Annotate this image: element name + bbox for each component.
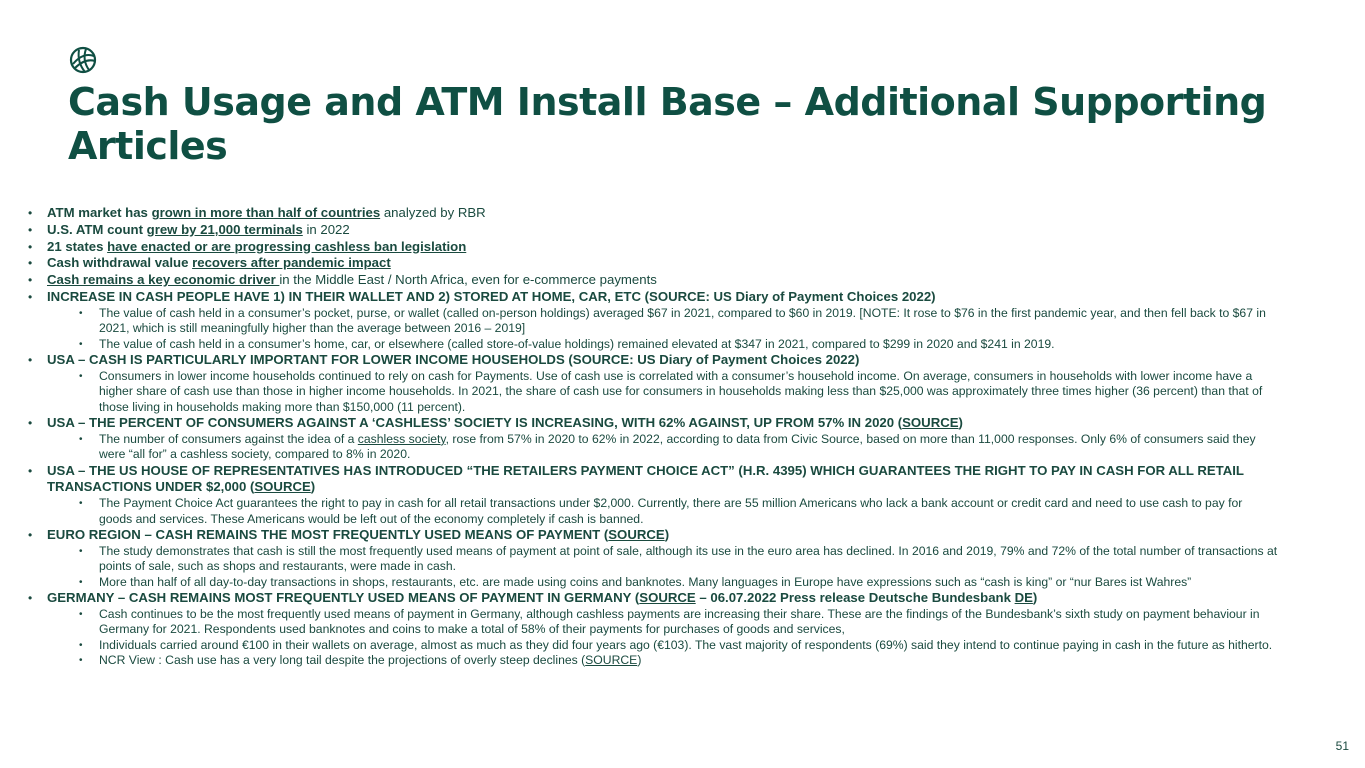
source-link[interactable]: SOURCE [585,653,638,668]
section-heading: USA – THE PERCENT OF CONSUMERS AGAINST A ‘CASHLESS’ SOCIETY IS INCREASING, WITH 62% AGAINST, UP FROM 57% IN 2020 ( [47,415,903,431]
section-heading: EURO REGION – CASH REMAINS THE MOST FREQUENTLY USED MEANS OF PAYMENT ( [47,527,609,543]
list-item [28,222,1278,239]
list-item [28,272,1278,289]
list-item [28,289,1278,352]
sub-item: • The value of cash held in a consumer’s pocket, purse, or wallet (called on-person holdings) averaged $67 in 2021, compared to $60 in 2019. [NOTE: It rose to $76 in the first pandemic year, and then fell back to $67 in 2021, which is still meaningfully higher than the average between 2016 – 2019] [47,306,1278,337]
list-item [28,590,1278,668]
article-link[interactable]: Cash remains a key economic driver [47,272,280,288]
sub-item: • Cash continues to be the most frequently used means of payment in Germany, although cashless payments are increasing their share. These are the findings of the Bundesbank’s sixth study on payment behaviour in Germany for 2021. Respondents used banknotes and coins to make a total of 58% of their payments for purchases of goods and services, [47,607,1278,638]
list-item [28,239,1278,256]
sub-item: • More than half of all day-to-day transactions in shops, restaurants, etc. are made using coins and banknotes. Many languages in Europe have expressions such as “cash is king” or “nur Bares ist Wahres” [47,575,1278,590]
sub-text: ) [637,653,642,668]
section-heading: INCREASE IN CASH PEOPLE HAVE 1) IN THEIR WALLET AND 2) STORED AT HOME, CAR, ETC (SOURCE: US Diary of Payment Choices 2022) [47,288,936,304]
sub-text: NCR View : Cash use has a very long tail despite the projections of overly steep declines ( [99,653,586,668]
sub-item: • The Payment Choice Act guarantees the right to pay in cash for all retail transactions under $2,000. Currently, there are 55 million Americans who lack a bank account or credit card and need to use cash to pay for goods and services. These Americans would be left out of the economy completely if cash is banned. [47,496,1278,527]
page-number: 51 [1335,739,1349,753]
list-item [28,255,1278,272]
section-heading: – 06.07.2022 Press release Deutsche Bundesbank [695,590,1015,606]
article-link[interactable]: grown in more than half of countries [151,205,381,220]
section-heading-close: ) [1032,590,1038,606]
de-link[interactable]: DE [1014,590,1033,606]
globe-icon [69,46,97,74]
section-heading-close: ) [664,527,670,543]
article-link[interactable]: have enacted or are progressing cashless ban legislation [107,238,467,254]
sub-item [47,432,1278,463]
sub-text: , rose from 57% in 2020 to 62% in 2022, according to data from Civic Source, based on more than 11,000 responses. Only 6% of consumers said they were “all for” a cashless society, compared to 8% in 2020. [99,431,1256,462]
source-link[interactable]: SOURCE [254,479,311,495]
bullet-text: in the Middle East / North Africa, even for e-commerce payments [279,272,657,288]
section-heading: GERMANY – CASH REMAINS MOST FREQUENTLY USED MEANS OF PAYMENT IN GERMANY ( [47,590,640,606]
sub-item: • Individuals carried around €100 in their wallets on average, almost as much as they did four years ago (€103). The vast majority of respondents (69%) said they intend to continue paying in cash in the future as hitherto. [47,638,1278,653]
bullet-text: ATM market has [47,205,152,220]
sub-item: • The study demonstrates that cash is still the most frequently used means of payment at point of sale, although its use in the euro area has declined. In 2016 and 2019, 79% and 72% of the total number of transactions at points of sale, such as shops and restaurants, were made in cash. [47,544,1278,575]
sub-item: • Consumers in lower income households continued to rely on cash for Payments. Use of cash use is correlated with a consumer’s household income. On average, consumers in households with lower income have a higher share of cash use than those in higher income households. In 2021, the share of cash use for consumers in households making less than $25,000 was approximately three times higher (36 percent) than that of those living in households making more than $150,000 (11 percent). [47,369,1278,415]
bullet-text: Cash withdrawal value [47,255,193,271]
list-item [28,463,1278,527]
sub-item: • The value of cash held in a consumer’s home, car, or elsewhere (called store-of-value holdings) remained elevated at $347 in 2021, compared to $299 in 2020 and $241 in 2019. [47,337,1278,352]
source-link[interactable]: SOURCE [639,590,696,606]
bullet-text: analyzed by RBR [380,205,486,220]
sub-item [47,653,1278,668]
bullet-text: 21 states [47,238,108,254]
source-link[interactable]: SOURCE [902,415,959,431]
article-link[interactable]: grew by 21,000 terminals [146,221,303,237]
section-heading-close: ) [958,415,963,431]
list-item [28,205,1278,222]
section-heading-close: ) [310,479,316,495]
article-link[interactable]: recovers after pandemic impact [192,255,391,271]
list-item [28,352,1278,415]
bullet-text: in 2022 [302,221,350,237]
cashless-society-link[interactable]: cashless society [357,431,446,446]
page-title: Cash Usage and ATM Install Base – Additional Supporting Articles [68,80,1267,168]
source-link[interactable]: SOURCE [608,527,665,543]
list-item [28,527,1278,590]
bullet-list [28,205,1278,668]
sub-text: The number of consumers against the idea of a [99,431,358,446]
bullet-text: U.S. ATM count [47,221,147,237]
section-heading: USA – THE US HOUSE OF REPRESENTATIVES HAS INTRODUCED “THE RETAILERS PAYMENT CHOICE ACT” (H.R. 4395) WHICH GUARANTEES THE RIGHT TO PAY IN CASH FOR ALL RETAIL TRANSACTIONS UNDER $2,000 ( [47,462,1244,495]
section-heading: USA – CASH IS PARTICULARLY IMPORTANT FOR LOWER INCOME HOUSEHOLDS (SOURCE: US Diary of Payment Choices 2022) [47,352,860,367]
list-item [28,415,1278,463]
